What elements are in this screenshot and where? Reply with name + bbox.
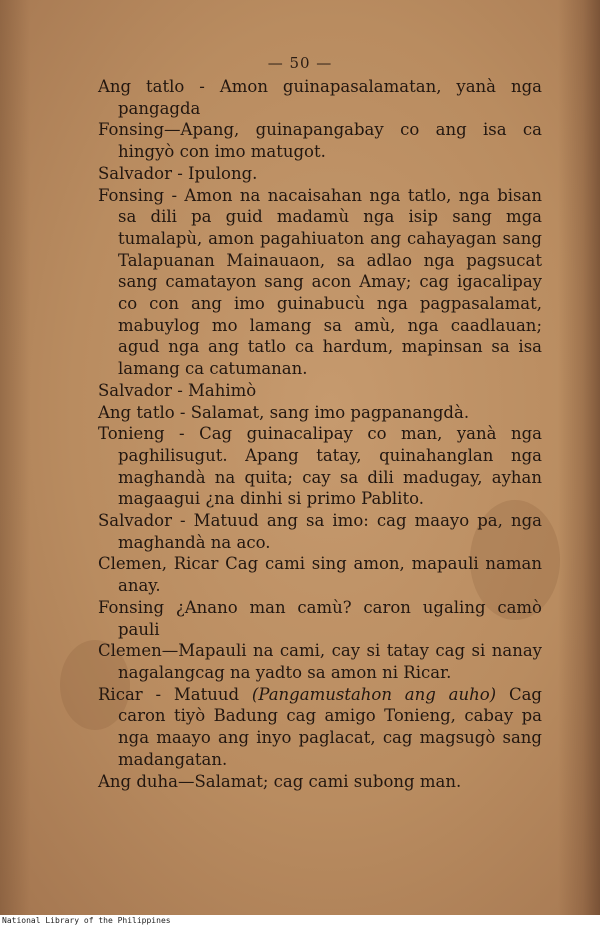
dialogue-line: Tonieng - Cag guinacalipay co man, yanà nga paghilisugut. Apang tatay, quinahanglan nga maghandà na quita; cay sa dili madugay, ayhan magaagui ¿na dinhi si primo Pablito. xyxy=(98,424,542,509)
library-footer: National Library of the Philippines xyxy=(0,915,600,927)
page-number: — 50 — xyxy=(267,54,333,72)
dialogue-line: Clemen—Mapauli na cami, cay si tatay cag si nanay nagalangcag na yadto sa amon ni Ricar. xyxy=(98,641,542,682)
dialogue-line: Salvador - Ipulong. xyxy=(98,163,258,183)
page-left-shadow xyxy=(0,0,30,915)
dialogue-line: Ang duha—Salamat; cag cami subong man. xyxy=(98,771,462,791)
page-right-shadow xyxy=(558,0,600,915)
dialogue-line: Salvador - Mahimò xyxy=(98,380,257,400)
dialogue-line: Ang tatlo - Amon guinapasalamatan, yanà nga pangagda xyxy=(98,77,542,118)
dialogue-line: Fonsing - Amon na nacaisahan nga tatlo, nga bisan sa dili pa guid madamù nga isip sang mga tumalapù, amon pagahiuaton ang cahayagan sang Talapuanan Mainauaon, sa adlao nga pagsucat sang camatayon sang acon Amay; cag igacalipay co con ang imo guinabucù nga pagpasalamat, mabuylog mo lamang sa amù, nga caadlauan; agud nga ang tatlo ca hardum, mapinsan sa isa lamang ca catumanan. xyxy=(98,185,542,379)
speaker-text: Ricar - Matuud xyxy=(98,684,240,704)
dialogue-continuation: Cag caron tiyò Badung cag amigo Tonieng, cabay pa nga maayo ang inyo paglacat, cag magsugò sang madangatan. xyxy=(118,684,542,769)
dialogue-line: Fonsing—Apang, guinapangabay co ang isa ca hingyò con imo matugot. xyxy=(98,120,542,162)
stage-direction: (Pangamustahon ang auho) xyxy=(251,684,497,704)
dialogue-line: Clemen, Ricar Cag cami sing amon, mapauli naman anay. xyxy=(98,554,542,596)
page-text xyxy=(98,76,542,792)
dialogue-line: Salvador - Matuud ang sa imo: cag maayo pa, nga maghandà na aco. xyxy=(98,511,542,552)
dialogue-line xyxy=(98,684,542,771)
dialogue-line: Fonsing ¿Anano man camù? caron ugaling camò pauli xyxy=(98,597,542,639)
dialogue-line: Ang tatlo - Salamat, sang imo pagpanangdà. xyxy=(98,402,470,422)
